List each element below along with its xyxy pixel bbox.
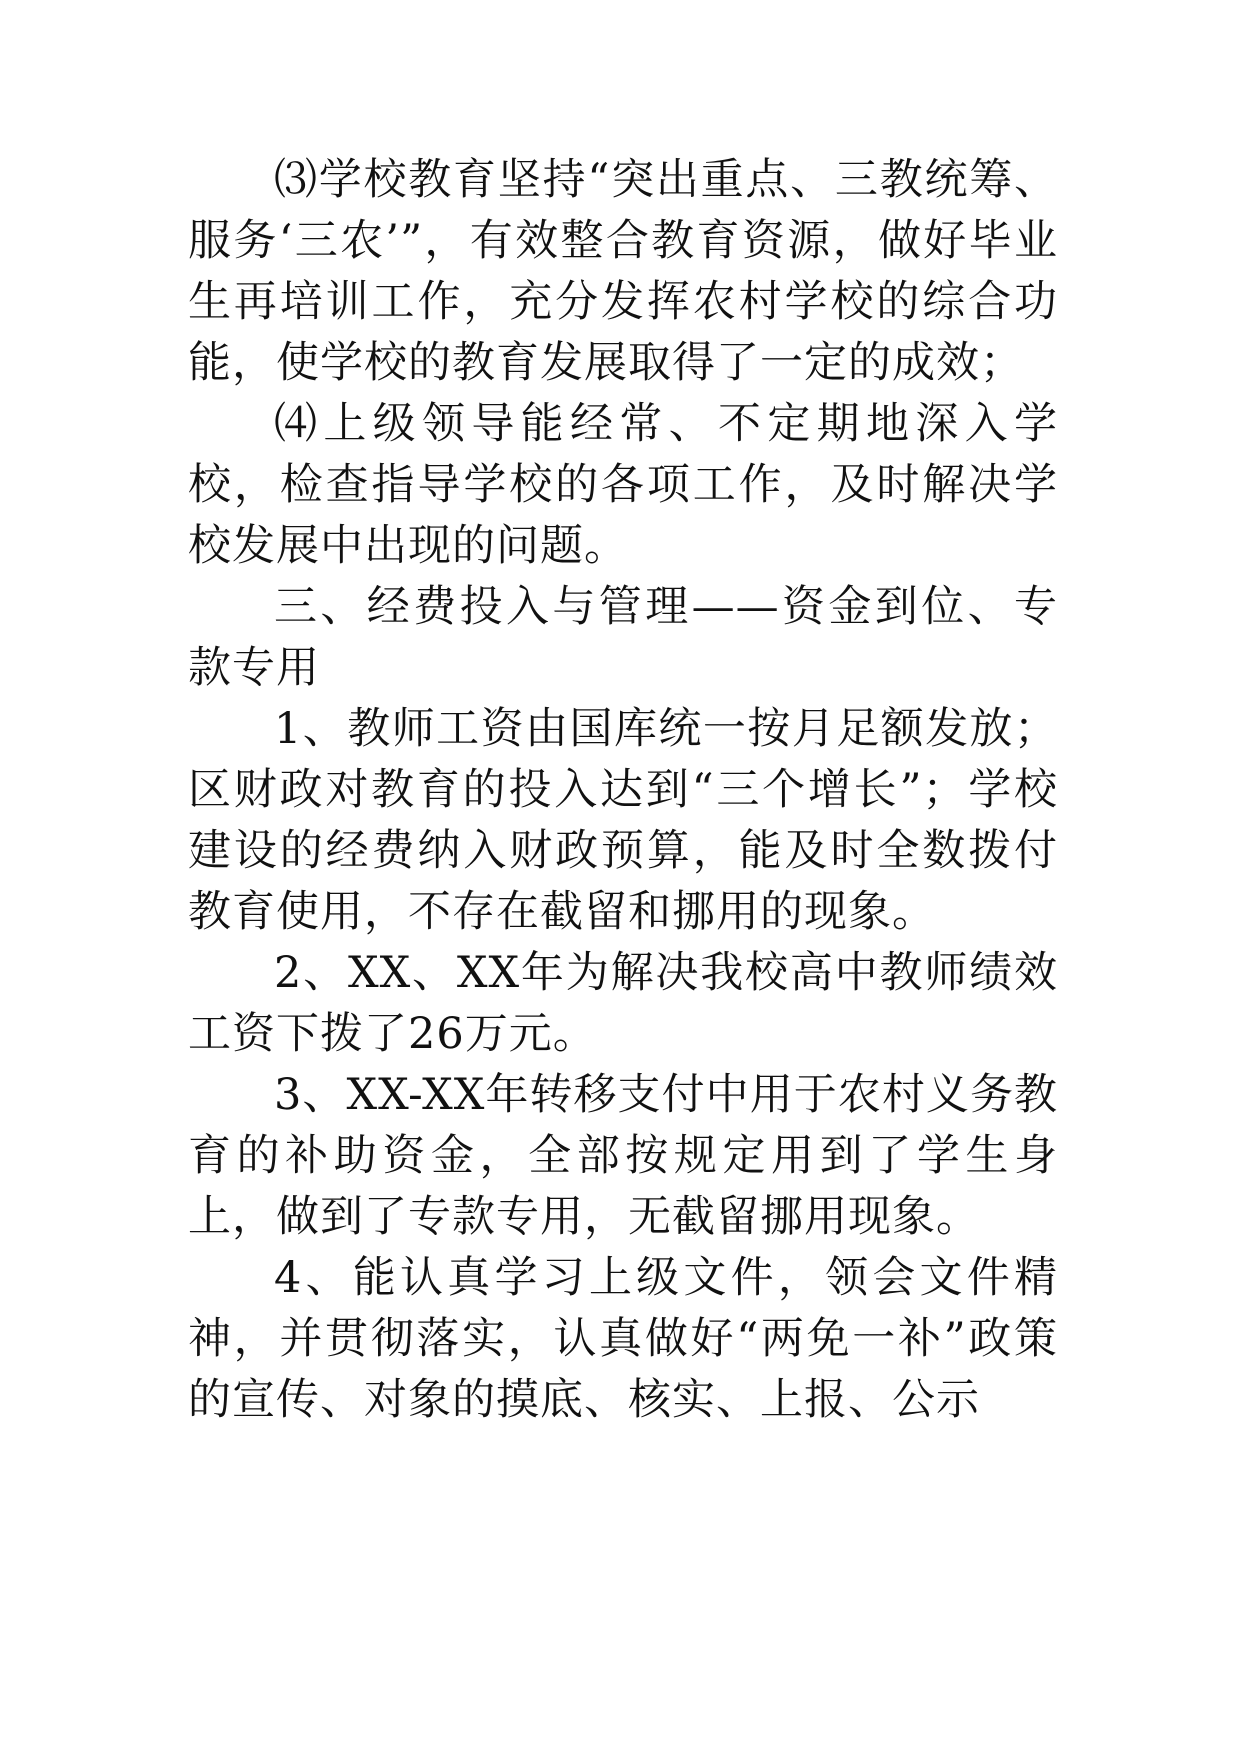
paragraph-transfer-payment: 3、XX-XX年转移支付中用于农村义务教育的补助资金，全部按规定用到了学生身上，做到了专款专用，无截留挪用现象。 — [188, 1070, 1058, 1242]
paragraph-policy-implementation: 4、能认真学习上级文件，领会文件精神，并贯彻落实，认真做好“两免一补”政策的宣传、对象的摸底、核实、上报、公示 — [188, 1253, 1058, 1425]
document-page — [188, 150, 1058, 1431]
paragraph-performance-pay: 2、XX、XX年为解决我校高中教师绩效工资下拨了26万元。 — [188, 948, 1058, 1059]
paragraph-teacher-salary: 1、教师工资由国库统一按月足额发放；区财政对教育的投入达到“三个增长”；学校建设的经费纳入财政预算，能及时全数拨付教育使用，不存在截留和挪用的现象。 — [188, 704, 1058, 937]
paragraph-school-education: ⑶学校教育坚持“突出重点、三教统筹、服务‘三农’”，有效整合教育资源，做好毕业生再培训工作，充分发挥农村学校的综合功能，使学校的教育发展取得了一定的成效； — [188, 155, 1058, 388]
section-heading-funding: 三、经费投入与管理——资金到位、专款专用 — [188, 582, 1058, 693]
paragraph-leadership-inspection: ⑷上级领导能经常、不定期地深入学校，检查指导学校的各项工作，及时解决学校发展中出现的问题。 — [188, 399, 1058, 571]
